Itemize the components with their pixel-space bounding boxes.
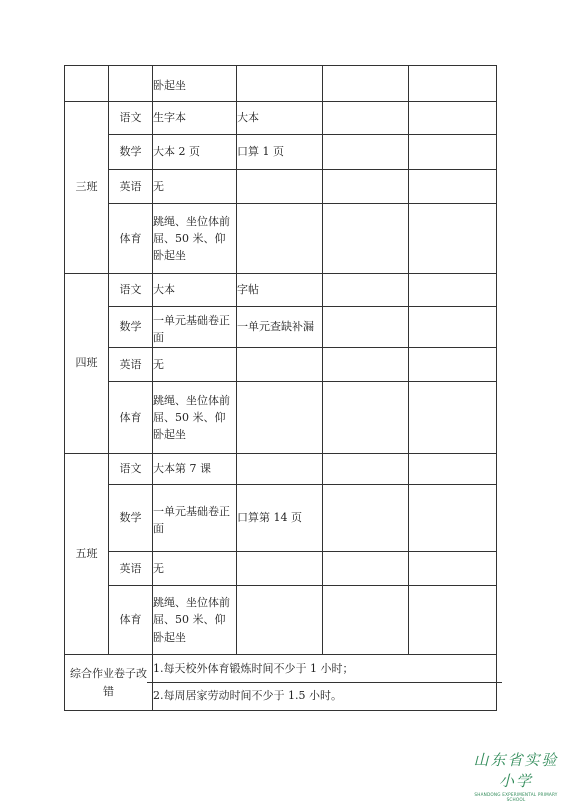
table-row [65,485,497,552]
homework-cell: 无 [153,170,237,204]
subject-cell: 数学 [109,307,153,348]
school-logo-english: SHANDONG EXPERIMENTAL PRIMARY SCHOOL [474,792,558,802]
empty-cell [323,66,409,102]
table-row [65,382,497,454]
summary-notes [153,655,497,711]
table-row [65,274,497,307]
subject-cell: 数学 [109,135,153,170]
empty-cell [323,102,409,135]
subject-cell: 语文 [109,454,153,485]
table-row [65,586,497,655]
empty-cell [409,170,497,204]
homework-cell: 一单元基础卷正面 [153,307,237,348]
homework-table [64,65,497,711]
class-name: 三班 [75,180,98,194]
table-row [65,66,497,102]
homework-cell: 口算 1 页 [237,135,323,170]
empty-cell [409,382,497,454]
empty-cell [323,348,409,382]
table-row [65,170,497,204]
school-logo [469,749,563,802]
subject-cell: 体育 [109,382,153,454]
homework-cell [237,170,323,204]
subject-cell: 英语 [109,170,153,204]
homework-cell: 跳绳、坐位体前屈、50 米、仰卧起坐 [153,586,237,655]
homework-cell: 大本 2 页 [153,135,237,170]
homework-cell: 大本第 7 课 [153,454,237,485]
empty-cell [409,348,497,382]
class-name-cell [65,454,109,655]
homework-cell: 一单元基础卷正面 [153,485,237,552]
empty-cell [323,307,409,348]
subject-cell: 体育 [109,204,153,274]
table-row [65,348,497,382]
homework-cell: 跳绳、坐位体前屈、50 米、仰卧起坐 [153,382,237,454]
homework-cell [237,454,323,485]
homework-cell: 一单元查缺补漏 [237,307,323,348]
homework-cell [237,204,323,274]
empty-cell [323,135,409,170]
empty-cell [409,204,497,274]
table-row [65,204,497,274]
table-row [65,552,497,586]
empty-cell [237,66,323,102]
note-1: 1.每天校外体育锻炼时间不少于 1 小时； [153,662,354,675]
empty-cell [409,586,497,655]
subject-cell: 英语 [109,552,153,586]
class-name: 五班 [75,546,98,560]
summary-row [65,655,497,711]
empty-cell [323,454,409,485]
homework-cell [237,552,323,586]
empty-cell [409,66,497,102]
empty-cell [409,135,497,170]
homework-cell [237,348,323,382]
homework-cell: 口算第 14 页 [237,485,323,552]
subject-cell: 数学 [109,485,153,552]
subject-cell [109,66,153,102]
class-cell [65,66,109,102]
subject-cell: 体育 [109,586,153,655]
summary-label: 综合作业卷子改错 [65,655,153,711]
table-row [65,454,497,485]
empty-cell [323,274,409,307]
class-name-cell [65,274,109,454]
empty-cell [323,170,409,204]
subject-cell: 语文 [109,102,153,135]
homework-cell: 生字本 [153,102,237,135]
empty-cell [409,454,497,485]
table-row [65,135,497,170]
empty-cell [409,485,497,552]
table-row [65,307,497,348]
empty-cell [409,274,497,307]
subject-cell: 语文 [109,274,153,307]
homework-cell: 无 [153,552,237,586]
empty-cell [409,102,497,135]
subject-cell: 英语 [109,348,153,382]
homework-cell: 卧起坐 [153,66,237,102]
empty-cell [323,485,409,552]
empty-cell [323,552,409,586]
homework-cell: 字帖 [237,274,323,307]
homework-cell [237,382,323,454]
note-2: 2.每周居家劳动时间不少于 1.5 小时。 [147,682,502,709]
homework-cell: 跳绳、坐位体前屈、50 米、仰卧起坐 [153,204,237,274]
school-logo-name: 山东省实验小学 [473,751,559,790]
empty-cell [323,382,409,454]
homework-cell: 大本 [237,102,323,135]
empty-cell [323,586,409,655]
homework-cell [237,586,323,655]
class-name: 四班 [75,356,98,370]
homework-cell: 无 [153,348,237,382]
homework-cell: 大本 [153,274,237,307]
table-row [65,102,497,135]
empty-cell [323,204,409,274]
empty-cell [409,307,497,348]
class-name-cell [65,102,109,274]
empty-cell [409,552,497,586]
